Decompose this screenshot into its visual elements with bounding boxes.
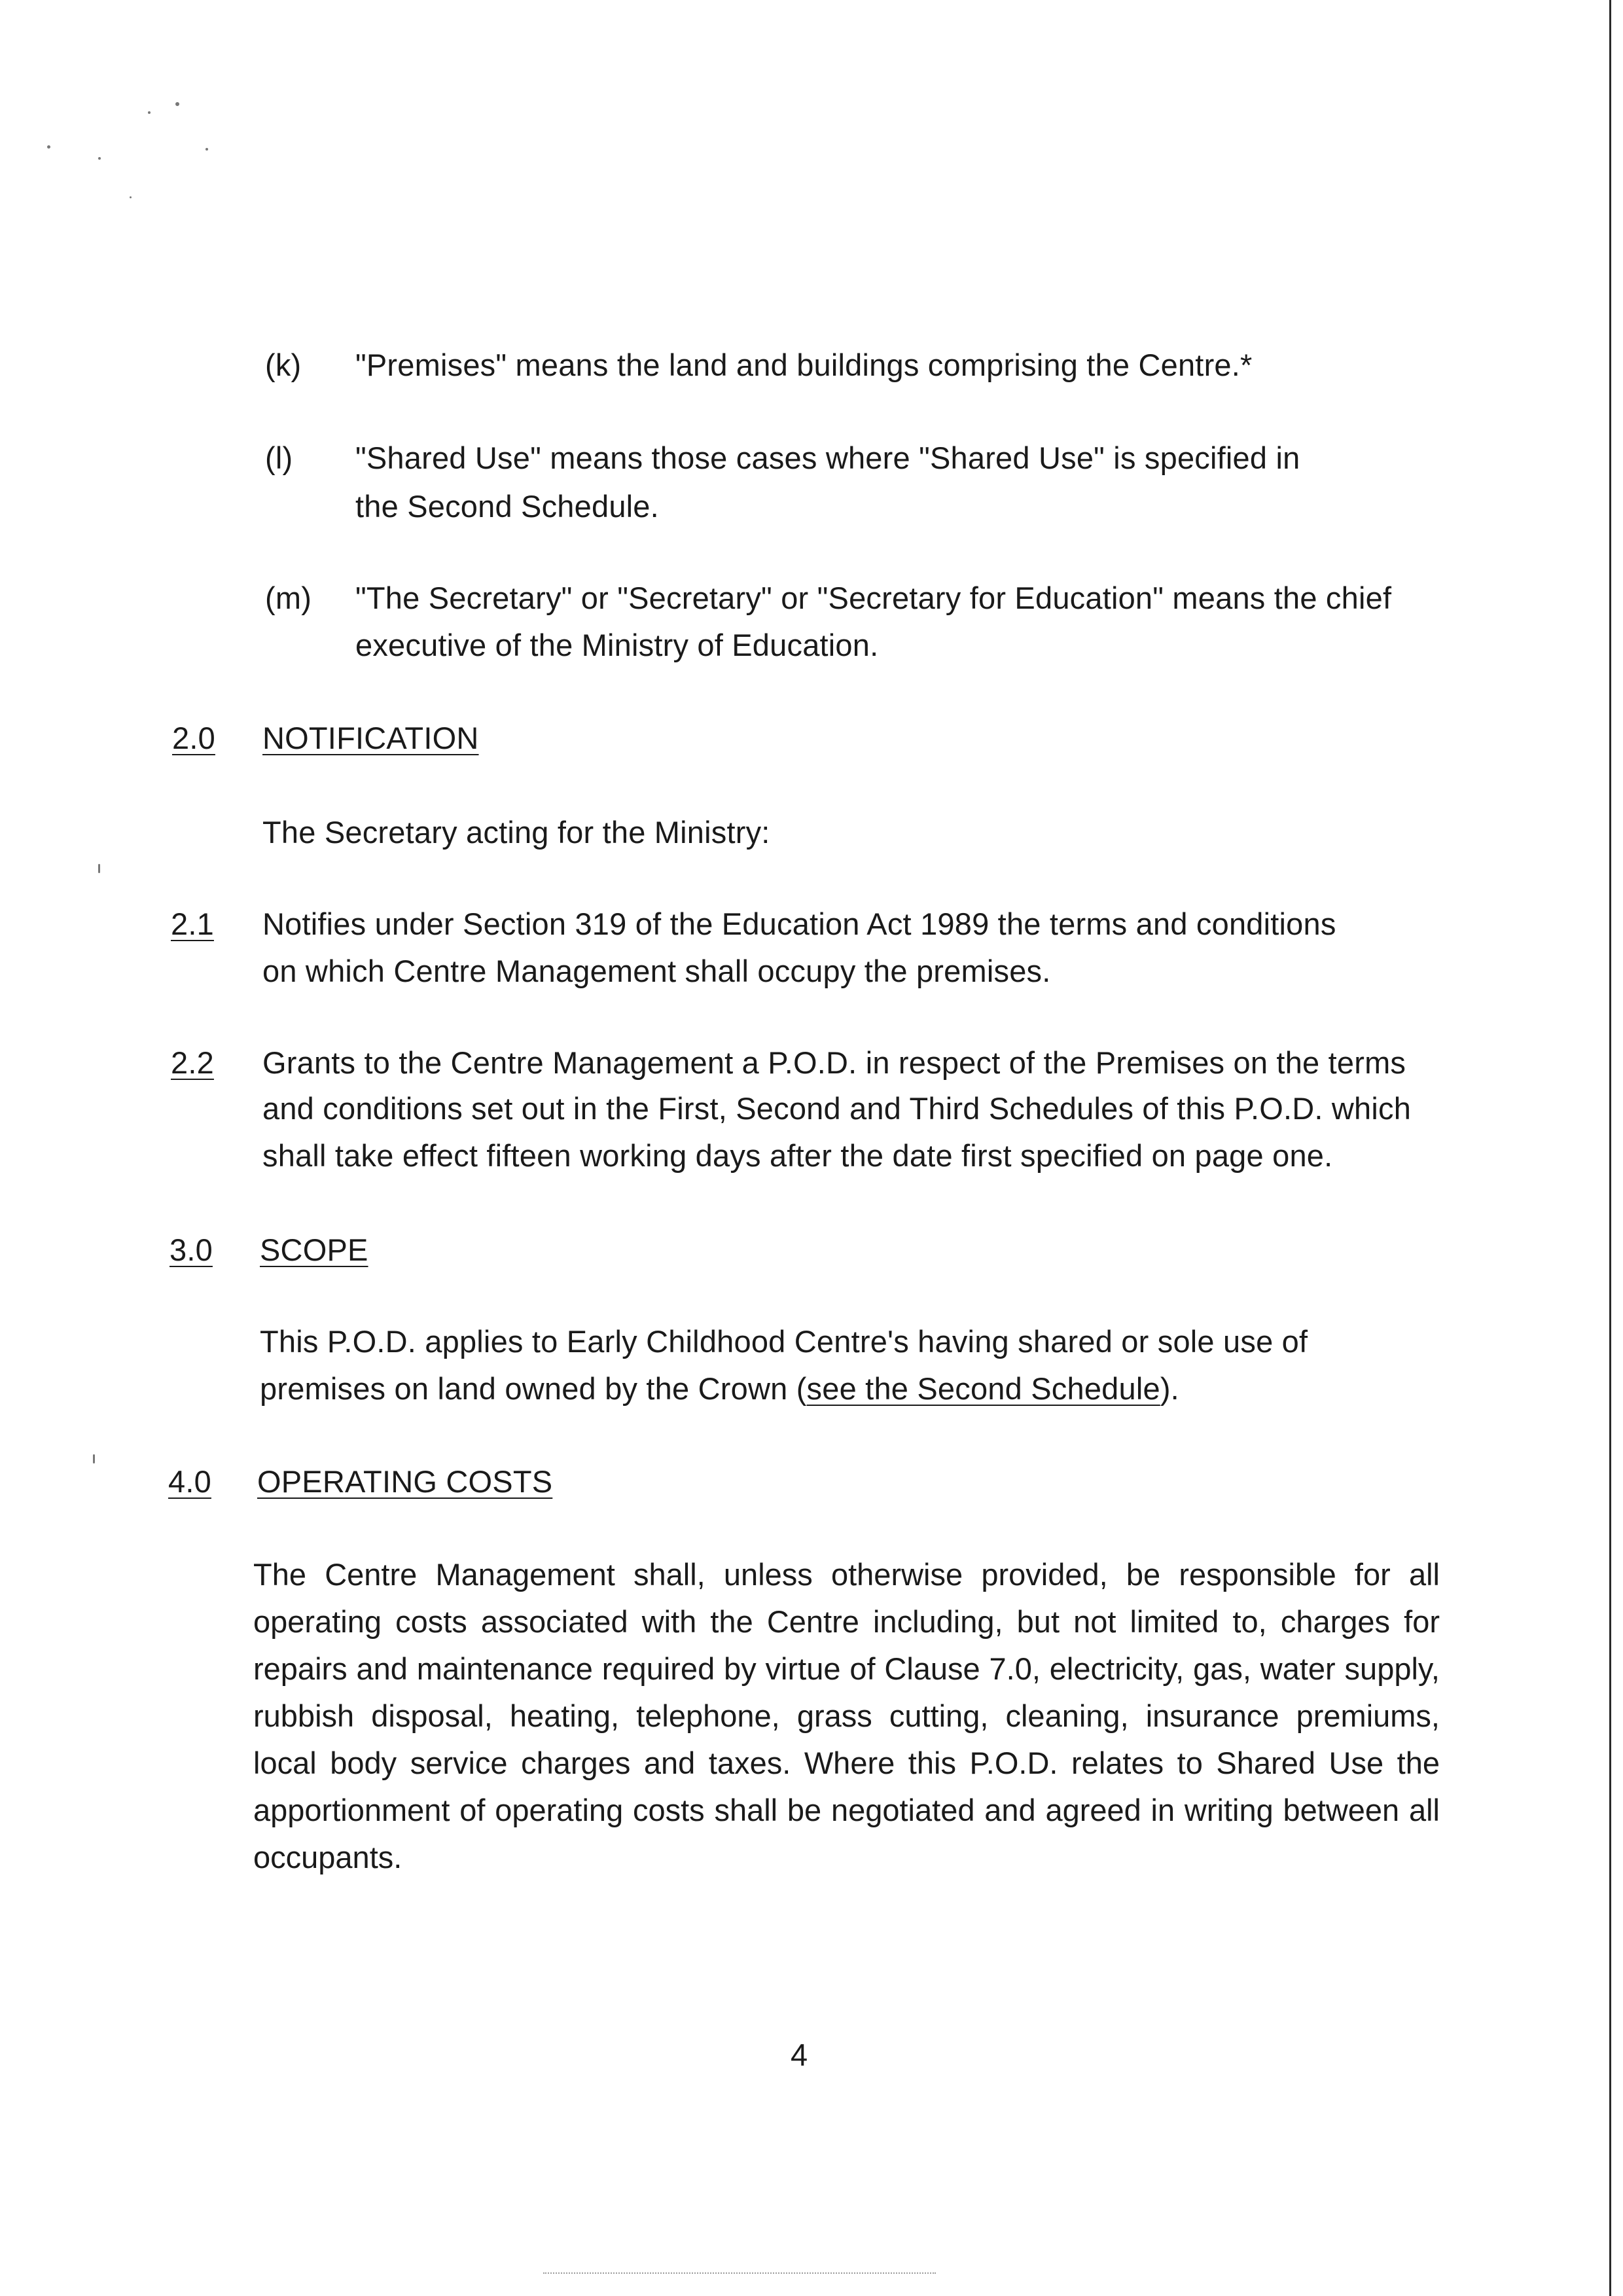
scope-text-line: This P.O.D. applies to Early Childhood Centre's having shared or sole use of bbox=[260, 1324, 1308, 1359]
clause-number: 2.1 bbox=[171, 906, 214, 941]
section-number: 3.0 bbox=[169, 1232, 213, 1267]
operating-costs-paragraph: The Centre Management shall, unless otherwise provided, be responsible for all operating costs associated with the Centre including, but not limited to, charges for repairs and maintenance required by virtue of Clause 7.0, electricity, gas, water supply, rubbish disposal, heating, telephone, grass cutting, cleaning, insurance premiums, local body service charges and taxes. Where this P.O.D. relates to Shared Use the apportionment of operating costs shall be negotiated and agreed in writing between all occupants. bbox=[253, 1557, 1440, 1874]
section-number: 4.0 bbox=[168, 1464, 211, 1499]
clause-text-line: Grants to the Centre Management a P.O.D. in respect of the Premises on the terms bbox=[262, 1045, 1406, 1080]
scan-speck bbox=[98, 864, 100, 873]
section-intro: The Secretary acting for the Ministry: bbox=[262, 815, 770, 850]
second-schedule-reference: see the Second Schedule bbox=[806, 1371, 1160, 1406]
section-heading: OPERATING COSTS bbox=[257, 1464, 553, 1499]
clause-text-line: on which Centre Management shall occupy the premises. bbox=[262, 954, 1051, 988]
definition-text-line: the Second Schedule. bbox=[355, 489, 659, 524]
scan-speck bbox=[47, 145, 50, 149]
clause-text-line: Notifies under Section 319 of the Education Act 1989 the terms and conditions bbox=[262, 906, 1336, 941]
scan-speck bbox=[205, 148, 208, 151]
scope-text-line bbox=[260, 1365, 1179, 1412]
definition-text-line: "Premises" means the land and buildings comprising the Centre.* bbox=[355, 348, 1253, 382]
definition-marker: (m) bbox=[265, 581, 312, 615]
definition-text-line: "Shared Use" means those cases where "Shared Use" is specified in bbox=[355, 440, 1300, 475]
scope-text: ). bbox=[1160, 1371, 1179, 1406]
scan-speck bbox=[98, 157, 101, 160]
scope-text: premises on land owned by the Crown ( bbox=[260, 1371, 807, 1406]
scan-page-edge bbox=[1609, 0, 1611, 2296]
scan-speck bbox=[148, 111, 151, 114]
scan-speck bbox=[93, 1454, 95, 1463]
definition-marker: (l) bbox=[265, 440, 293, 475]
clause-text-line: and conditions set out in the First, Second and Third Schedules of this P.O.D. which bbox=[262, 1091, 1412, 1126]
section-heading: NOTIFICATION bbox=[262, 721, 479, 755]
section-heading: SCOPE bbox=[260, 1232, 368, 1267]
section-number: 2.0 bbox=[172, 721, 215, 755]
scan-speck bbox=[175, 102, 179, 106]
page-number: 4 bbox=[791, 2037, 808, 2072]
definition-text-line: "The Secretary" or "Secretary" or "Secretary for Education" means the chief bbox=[355, 581, 1392, 615]
definition-text-line: executive of the Ministry of Education. bbox=[355, 628, 879, 662]
clause-text-line: shall take effect fifteen working days after the date first specified on page one. bbox=[262, 1138, 1333, 1173]
clause-number: 2.2 bbox=[171, 1045, 214, 1080]
definition-marker: (k) bbox=[265, 348, 302, 382]
scan-speck bbox=[130, 196, 132, 198]
scan-dotted-trace bbox=[543, 2272, 936, 2274]
